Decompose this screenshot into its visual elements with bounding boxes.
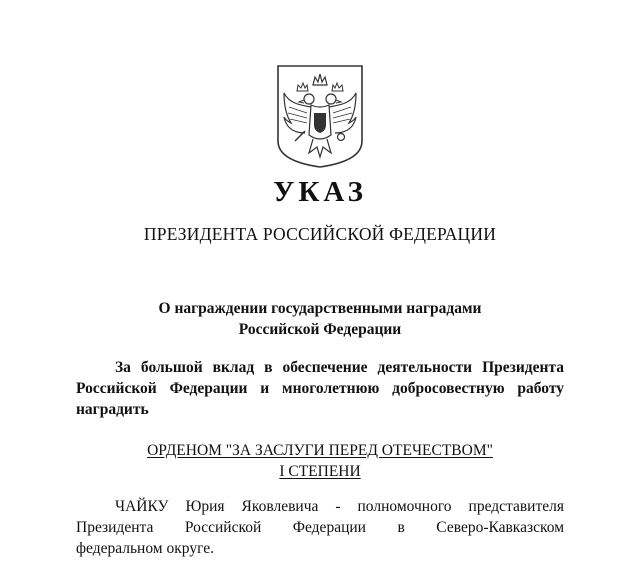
preamble-line: наградить — [76, 401, 149, 418]
award-name: ОРДЕНОМ "ЗА ЗАСЛУГИ ПЕРЕД ОТЕЧЕСТВОМ" — [147, 442, 493, 459]
heading-line: Российской Федерации — [238, 321, 402, 338]
award-degree: I СТЕПЕНИ — [279, 463, 361, 480]
recipient-line: федеральном округе. — [76, 540, 214, 557]
recipient-line: ЧАЙКУ Юрия Яковлевича - полномочного представителя — [115, 498, 564, 515]
heading-line: О награждении государственными наградами — [158, 300, 482, 317]
preamble-line: Российской Федерации и многолетнюю добросовестную работу — [76, 380, 564, 397]
award-title — [0, 440, 640, 482]
decree-subtitle: ПРЕЗИДЕНТА РОССИЙСКОЙ ФЕДЕРАЦИИ — [143, 224, 497, 244]
recipient-paragraph — [76, 496, 564, 559]
coat-of-arms-emblem-icon — [275, 63, 365, 169]
decree-title: УКАЗ — [273, 176, 367, 208]
preamble-line: За большой вклад в обеспечение деятельности Президента — [115, 359, 564, 376]
preamble-paragraph — [76, 357, 564, 420]
recipient-line: Президента Российской Федерации в Северо-Кавказском — [76, 519, 564, 536]
decree-heading — [0, 298, 640, 340]
